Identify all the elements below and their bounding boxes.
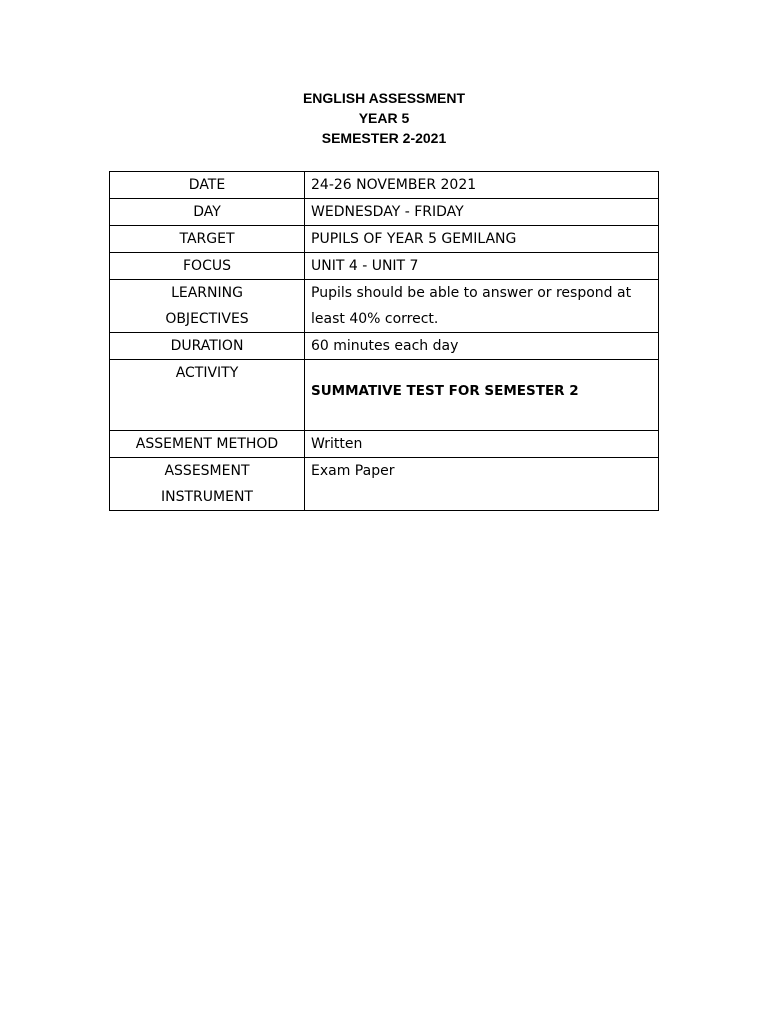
row-value-instrument: Exam Paper [305,458,659,511]
table-row-target [110,226,659,253]
table-row-objectives [110,280,659,333]
row-label-activity: ACTIVITY [110,360,305,431]
title-line-2: YEAR 5 [358,110,410,126]
row-label-date: DATE [110,172,305,199]
row-label-focus: FOCUS [110,253,305,280]
table-row-instrument [110,458,659,511]
row-value-focus: UNIT 4 - UNIT 7 [305,253,659,280]
table-row-focus [110,253,659,280]
row-value-date: 24-26 NOVEMBER 2021 [305,172,659,199]
table-row-date [110,172,659,199]
table-row-day [110,199,659,226]
row-value-day: WEDNESDAY - FRIDAY [305,199,659,226]
title-line-1: ENGLISH ASSESSMENT [302,90,466,106]
objectives-label-line-1: LEARNING [171,285,243,301]
row-value-method: Written [305,431,659,458]
row-label-objectives [110,280,305,333]
title-line-3: SEMESTER 2-2021 [321,130,447,146]
instrument-label-line-2: INSTRUMENT [161,489,253,505]
row-label-method: ASSEMENT METHOD [110,431,305,458]
row-value-duration: 60 minutes each day [305,333,659,360]
row-label-duration: DURATION [110,333,305,360]
row-label-day: DAY [110,199,305,226]
table-row-duration [110,333,659,360]
table-row-activity [110,360,659,431]
table-row-method [110,431,659,458]
assessment-table [109,171,659,511]
row-label-instrument [110,458,305,511]
objectives-value-line-2: least 40% correct. [311,311,439,327]
row-value-activity-cell [305,360,659,431]
document-title-block [0,88,768,148]
row-value-target: PUPILS OF YEAR 5 GEMILANG [305,226,659,253]
instrument-label-line-1: ASSESMENT [164,463,250,479]
objectives-label-line-2: OBJECTIVES [165,311,249,327]
objectives-value-line-1: Pupils should be able to answer or respond at [311,285,632,301]
row-value-objectives [305,280,659,333]
row-value-activity: SUMMATIVE TEST FOR SEMESTER 2 [311,383,579,399]
row-label-target: TARGET [110,226,305,253]
